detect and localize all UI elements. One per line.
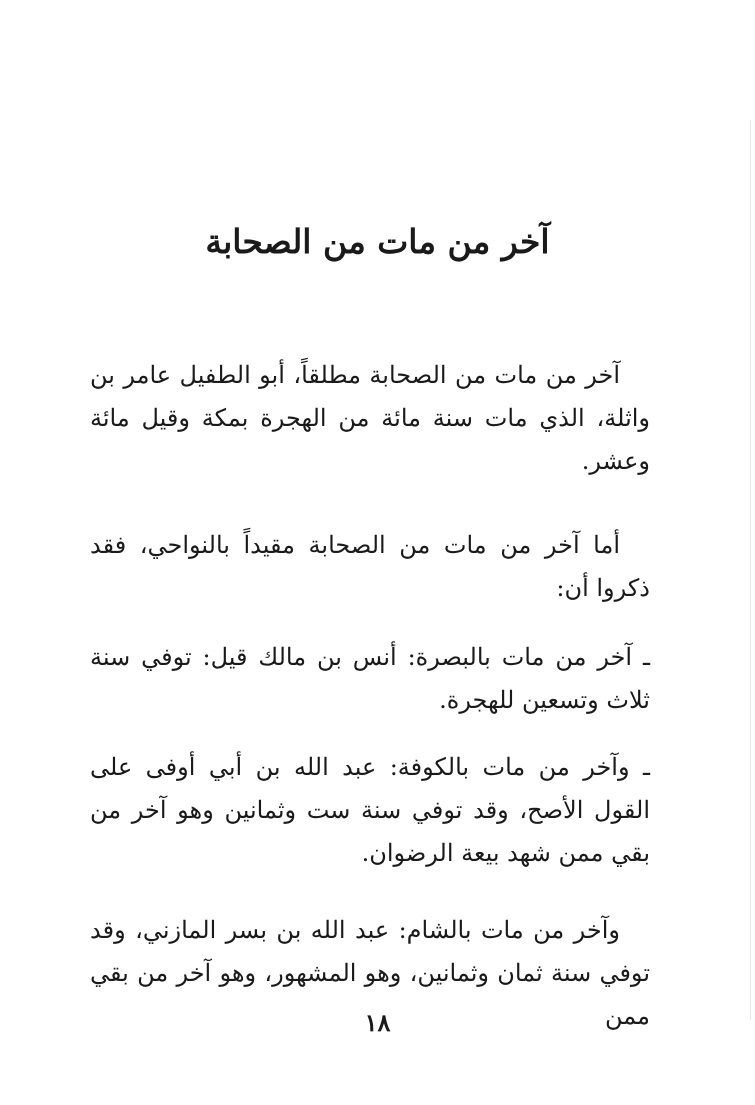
- paragraph-by-region-intro: أما آخر من مات من الصحابة مقيداً بالنواحي، فقد ذكروا أن:: [90, 531, 650, 602]
- page-number: ١٨: [364, 1008, 391, 1037]
- paragraph-basra: ـ آخر من مات بالبصرة: أنس بن مالك قيل: توفي سنة ثلاث وتسعين للهجرة.: [90, 643, 650, 714]
- page-title: آخر من مات من الصحابة: [205, 222, 550, 261]
- paragraph-last-companion: آخر من مات من الصحابة مطلقاً، أبو الطفيل عامر بن واثلة، الذي مات سنة مائة من الهجرة بمكة وقيل مائة وعشر.: [90, 361, 651, 475]
- paragraph-sham: وآخر من مات بالشام: عبد الله بن بسر المازني، وقد توفي سنة ثمان وثمانين، وهو المشهور، وهو آخر من بقي ممن: [90, 916, 650, 1030]
- paragraph-kufa: ـ وآخر من مات بالكوفة: عبد الله بن أبي أوفى على القول الأصح، وقد توفي سنة ست وثمانين وهو آخر من بقي ممن شهد بيعة الرضوان.: [90, 753, 650, 867]
